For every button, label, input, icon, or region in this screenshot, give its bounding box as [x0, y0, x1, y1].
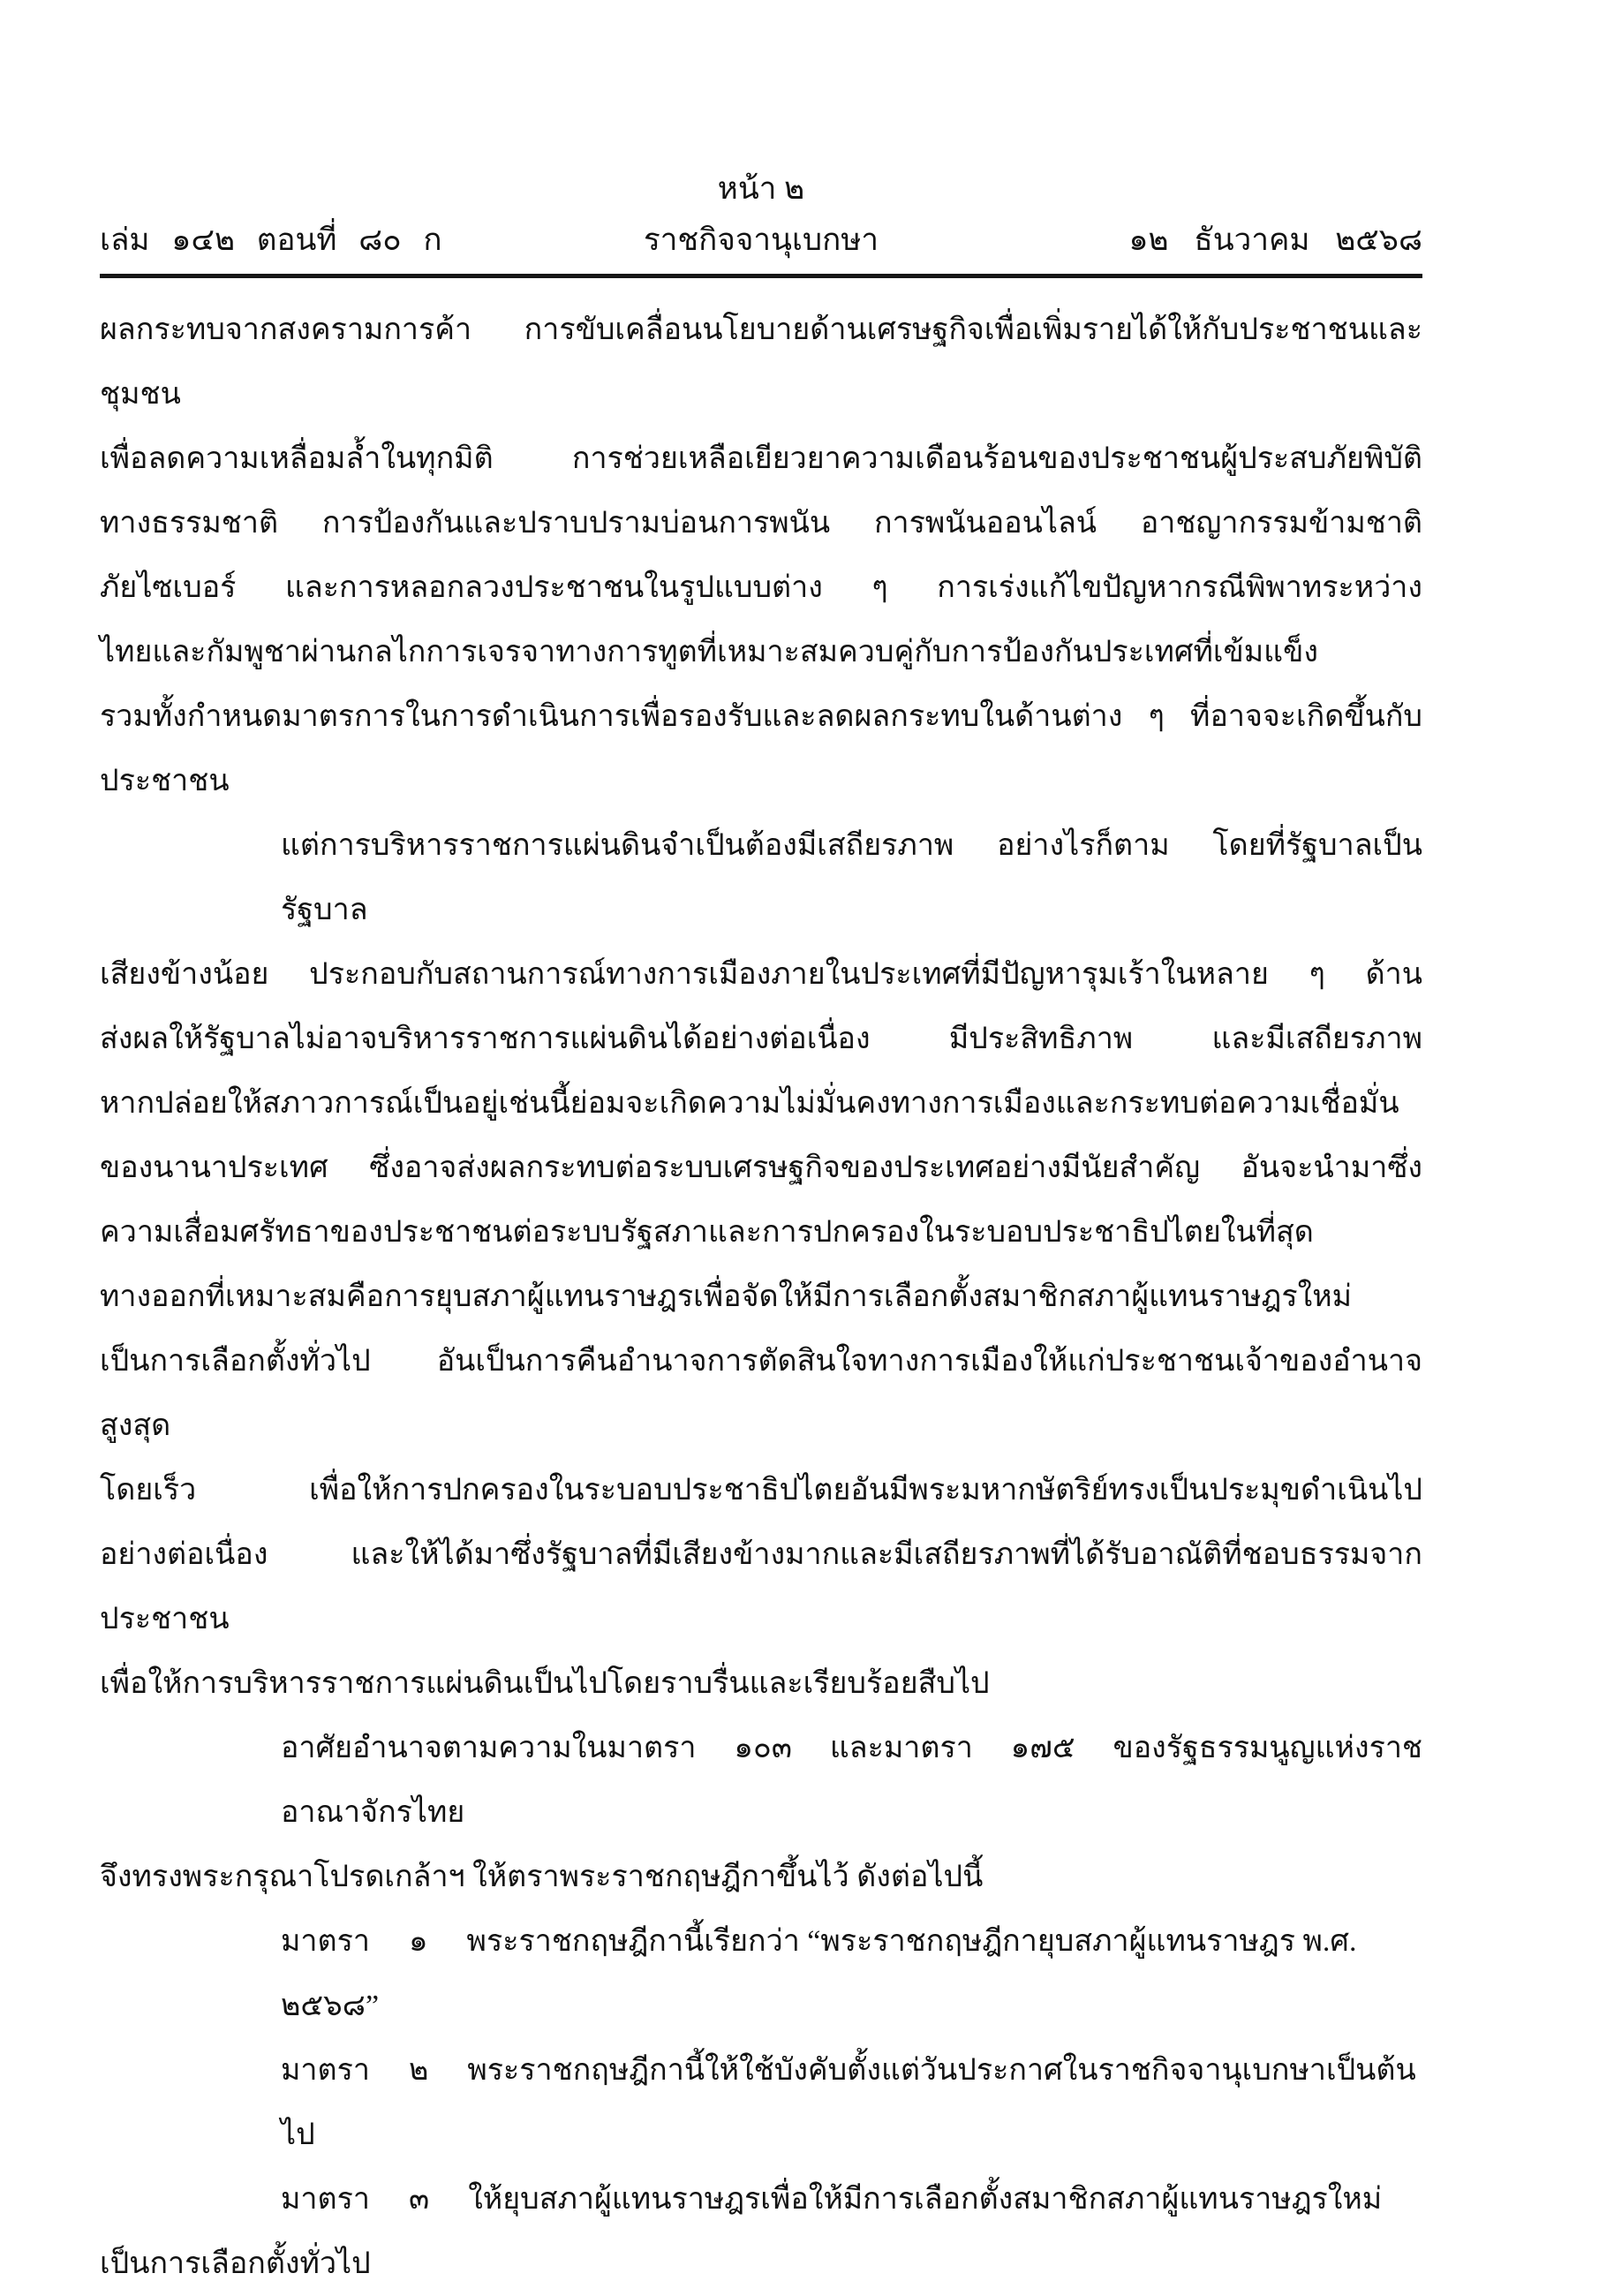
text-line: ไทยและกัมพูชาผ่านกลไกการเจรจาทางการทูตที่เหมาะสมควบคู่กับการป้องกันประเทศที่เข้มแข็ง	[100, 636, 1318, 668]
paragraph	[100, 298, 1422, 813]
article-label: มาตรา	[281, 2183, 370, 2216]
text-line: อาศัยอำนาจตามความในมาตรา ๑๐๓ และมาตรา ๑๗๕ ของรัฐธรรมนูญแห่งราชอาณาจักรไทย	[281, 1732, 1422, 1829]
paragraph	[100, 1716, 1422, 1909]
text-line: รวมทั้งกำหนดมาตรการในการดำเนินการเพื่อรองรับและลดผลกระทบในด้านต่าง ๆ ที่อาจจะเกิดขึ้นกับ	[100, 700, 1422, 733]
text-line: ทางธรรมชาติ การป้องกันและปราบปรามบ่อนการพนัน การพนันออนไลน์ อาชญากรรมข้ามชาติ	[100, 507, 1422, 540]
masthead-row	[100, 221, 1422, 260]
text-line: โดยเร็ว เพื่อให้การปกครองในระบอบประชาธิปไตยอันมีพระมหากษัตริย์ทรงเป็นประมุขดำเนินไป	[100, 1474, 1422, 1507]
article-number: ๓	[408, 2183, 430, 2216]
paragraph	[100, 2167, 1422, 2296]
article-text: ให้ยุบสภาผู้แทนราษฎรเพื่อให้มีการเลือกตั้งสมาชิกสภาผู้แทนราษฎรใหม่	[468, 2183, 1383, 2216]
article-text: พระราชกฤษฎีกานี้เรียกว่า “พระราชกฤษฎีกายุบสภาผู้แทนราษฎร พ.ศ. ๒๕๖๘”	[281, 1925, 1357, 2022]
text-line: เพื่อลดความเหลื่อมล้ำในทุกมิติ การช่วยเหลือเยียวยาความเดือนร้อนของประชาชนผู้ประสบภัยพิบัติ	[100, 442, 1422, 475]
article-label: มาตรา	[281, 2054, 370, 2087]
text-line: เพื่อให้การบริหารราชการแผ่นดินเป็นไปโดยราบรื่นและเรียบร้อยสืบไป	[100, 1667, 990, 1700]
text-line: ผลกระทบจากสงครามการค้า การขับเคลื่อนนโยบายด้านเศรษฐกิจเพื่อเพิ่มรายได้ให้กับประชาชนและชุมชน	[100, 313, 1422, 411]
article-number: ๒	[408, 2054, 429, 2087]
text-line: แต่การบริหารราชการแผ่นดินจำเป็นต้องมีเสถียรภาพ อย่างไรก็ตาม โดยที่รัฐบาลเป็นรัฐบาล	[281, 829, 1422, 926]
article-label: มาตรา	[281, 1925, 370, 1958]
text-line: ความเสื่อมศรัทธาของประชาชนต่อระบบรัฐสภาและการปกครองในระบอบประชาธิปไตยในที่สุด	[100, 1216, 1314, 1249]
text-line: ภัยไซเบอร์ และการหลอกลวงประชาชนในรูปแบบต่าง ๆ การเร่งแก้ไขปัญหากรณีพิพาทระหว่าง	[100, 571, 1422, 604]
publication-date: ๑๒ ธันวาคม ๒๕๖๘	[1128, 223, 1422, 257]
document-body	[100, 298, 1422, 2296]
text-line: จึงทรงพระกรุณาโปรดเกล้าฯ ให้ตราพระราชกฤษฎีกาขึ้นไว้ ดังต่อไปนี้	[100, 1861, 984, 1893]
text-line: ของนานาประเทศ ซึ่งอาจส่งผลกระทบต่อระบบเศรษฐกิจของประเทศอย่างมีนัยสำคัญ อันจะนำมาซึ่ง	[100, 1152, 1422, 1184]
text-line	[100, 2167, 1422, 2232]
text-line: เป็นการเลือกตั้งทั่วไป	[100, 2247, 371, 2280]
text-line: ประชาชน	[100, 765, 230, 797]
paragraph	[100, 813, 1422, 1716]
text-line: ทางออกที่เหมาะสมคือการยุบสภาผู้แทนราษฎรเพื่อจัดให้มีการเลือกตั้งสมาชิกสภาผู้แทนราษฎรใหม่	[100, 1280, 1353, 1313]
volume-issue-label: เล่ม ๑๔๒ ตอนที่ ๘๐ ก	[100, 223, 442, 257]
header-divider	[100, 274, 1422, 278]
text-line	[100, 1909, 1422, 2038]
page-number-label: หน้า ๒	[717, 171, 805, 206]
paragraph	[100, 1909, 1422, 2038]
text-line: ส่งผลให้รัฐบาลไม่อาจบริหารราชการแผ่นดินได้อย่างต่อเนื่อง มีประสิทธิภาพ และมีเสถียรภาพ	[100, 1023, 1422, 1055]
page-header	[100, 0, 1422, 278]
text-line	[100, 2038, 1422, 2167]
paragraph	[100, 2038, 1422, 2167]
text-line: เสียงข้างน้อย ประกอบกับสถานการณ์ทางการเมืองภายในประเทศที่มีปัญหารุมเร้าในหลาย ๆ ด้าน	[100, 958, 1422, 991]
text-line: หากปล่อยให้สภาวการณ์เป็นอยู่เช่นนี้ย่อมจะเกิดความไม่มั่นคงทางการเมืองและกระทบต่อความเชื่อมั่น	[100, 1087, 1399, 1120]
gazette-title: ราชกิจจานุเบกษา	[643, 223, 879, 257]
text-line: อย่างต่อเนื่อง และให้ได้มาซึ่งรัฐบาลที่มีเสียงข้างมากและมีเสถียรภาพที่ได้รับอาณัติที่ชอบธรรมจากประชาชน	[100, 1538, 1422, 1635]
text-line: เป็นการเลือกตั้งทั่วไป อันเป็นการคืนอำนาจการตัดสินใจทางการเมืองให้แก่ประชาชนเจ้าของอำนาจสูงสุด	[100, 1345, 1422, 1442]
article-text: พระราชกฤษฎีกานี้ให้ใช้บังคับตั้งแต่วันประกาศในราชกิจจานุเบกษาเป็นต้นไป	[281, 2054, 1416, 2151]
article-number: ๑	[408, 1925, 428, 1958]
